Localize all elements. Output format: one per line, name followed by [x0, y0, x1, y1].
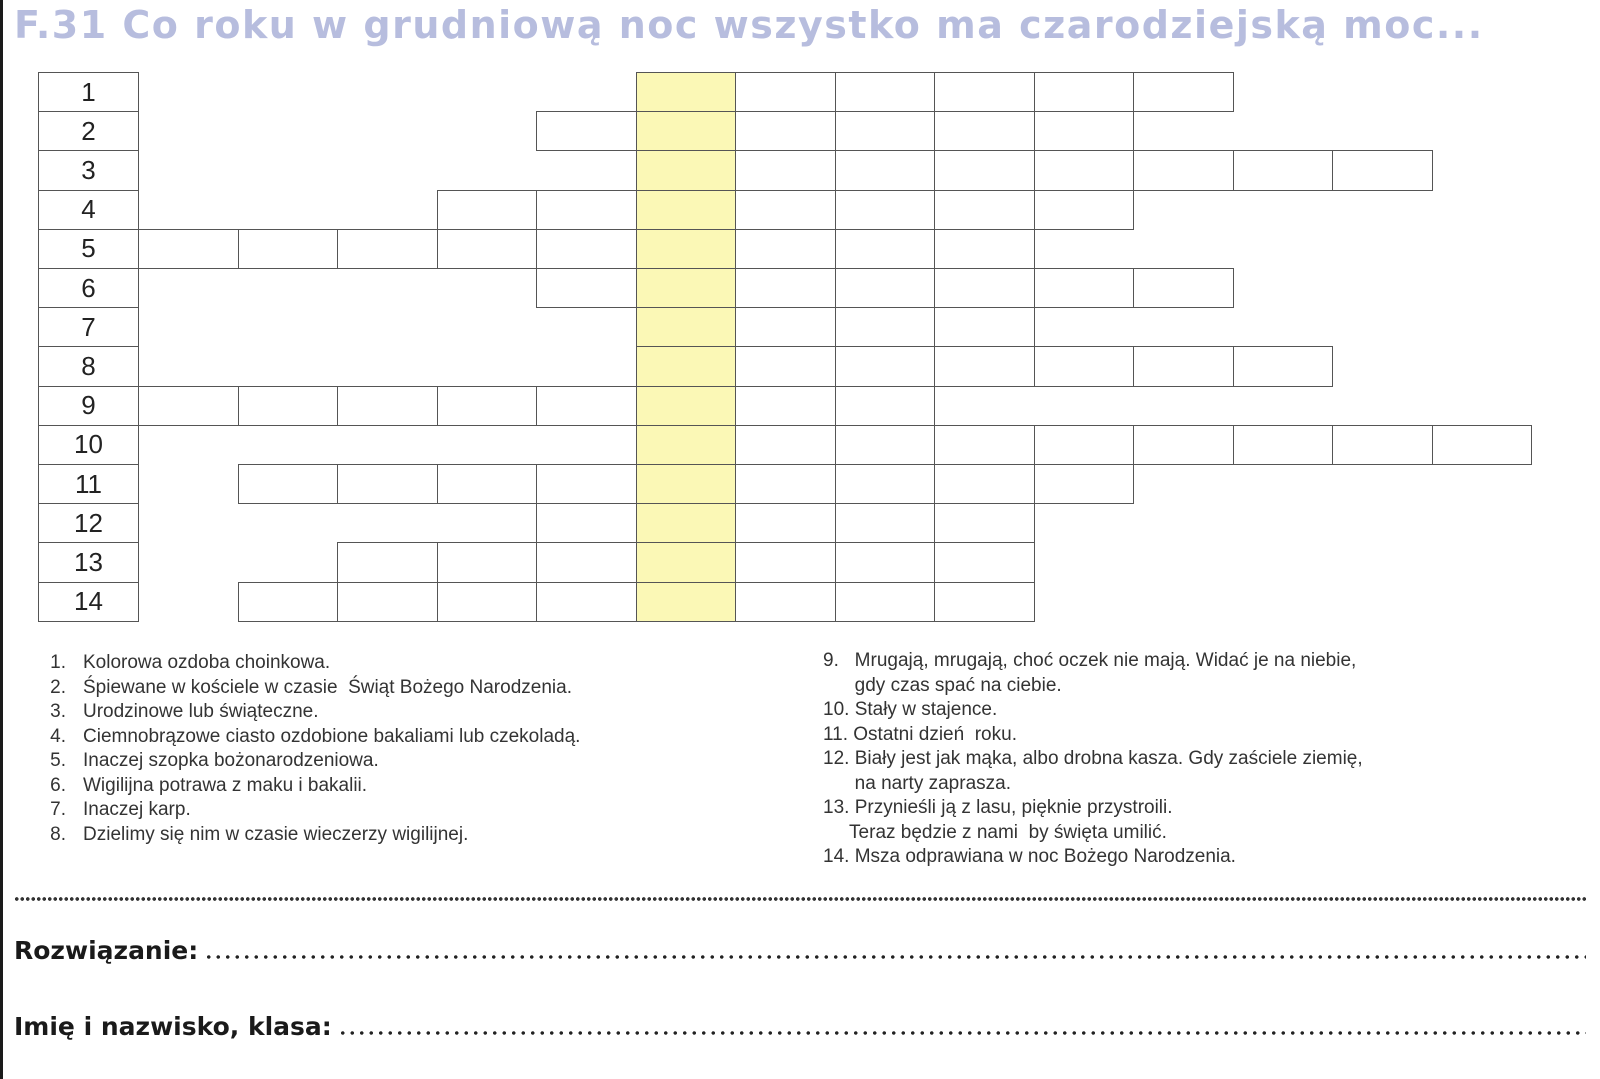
- answer-cell[interactable]: [1133, 150, 1234, 190]
- answer-cell[interactable]: [735, 582, 836, 622]
- answer-cell[interactable]: [1133, 346, 1234, 386]
- answer-cell[interactable]: [934, 582, 1035, 622]
- name-class-field[interactable]: [14, 1012, 1586, 1041]
- clue-item: [48, 823, 580, 848]
- answer-cell[interactable]: [536, 503, 637, 543]
- answer-cell[interactable]: [1233, 150, 1334, 190]
- answer-cell[interactable]: [1034, 425, 1135, 465]
- answer-cell-key[interactable]: [636, 542, 737, 582]
- answer-cell[interactable]: [1233, 346, 1334, 386]
- clue-item: 14. Msza odprawiana w noc Bożego Narodzenia.: [823, 846, 1236, 867]
- clue-item-continuation: Teraz będzie z nami by święta umilić.: [823, 821, 1167, 843]
- row-number-cell: 14: [38, 582, 139, 622]
- clue-item: [48, 749, 580, 774]
- answer-cell[interactable]: [1034, 72, 1135, 112]
- answer-cell[interactable]: [337, 464, 438, 504]
- answer-cell[interactable]: [835, 464, 936, 504]
- answer-cell-key[interactable]: [636, 346, 737, 386]
- answer-cell-key[interactable]: [636, 464, 737, 504]
- answer-cell[interactable]: [1034, 190, 1135, 230]
- answer-cell[interactable]: [337, 229, 438, 269]
- answer-cell[interactable]: [835, 386, 936, 426]
- answer-cell[interactable]: [1133, 425, 1234, 465]
- clue-item: 11. Ostatni dzień roku.: [823, 723, 1017, 745]
- answer-cell[interactable]: [835, 542, 936, 582]
- answer-cell-key[interactable]: [636, 72, 737, 112]
- clue-number: 3.: [50, 701, 66, 722]
- answer-cell-key[interactable]: [636, 503, 737, 543]
- answer-cell-key[interactable]: [636, 425, 737, 465]
- clue-item: [48, 774, 580, 799]
- solution-field[interactable]: [14, 936, 1586, 965]
- answer-cell[interactable]: [735, 229, 836, 269]
- answer-cell[interactable]: [138, 386, 239, 426]
- answer-cell[interactable]: [835, 425, 936, 465]
- answer-cell[interactable]: [735, 307, 836, 347]
- clue-item: [48, 676, 580, 701]
- answer-cell[interactable]: [238, 229, 339, 269]
- answer-cell[interactable]: [934, 72, 1035, 112]
- clue-text: Ciemnobrązowe ciasto ozdobione bakaliami lub czekoladą.: [83, 725, 581, 747]
- row-number-cell: 6: [38, 268, 139, 308]
- answer-cell[interactable]: [835, 190, 936, 230]
- answer-cell[interactable]: [536, 386, 637, 426]
- answer-cell[interactable]: [835, 111, 936, 151]
- row-number-cell: 2: [38, 111, 139, 151]
- answer-cell[interactable]: [1034, 111, 1135, 151]
- answer-cell[interactable]: [437, 386, 538, 426]
- row-number-cell: 13: [38, 542, 139, 582]
- answer-cell[interactable]: [934, 542, 1035, 582]
- answer-cell[interactable]: [934, 229, 1035, 269]
- row-number-cell: 7: [38, 307, 139, 347]
- clue-number: 6.: [50, 774, 66, 796]
- answer-cell[interactable]: [934, 503, 1035, 543]
- row-number-cell: 12: [38, 503, 139, 543]
- dotted-separator: [14, 896, 1586, 902]
- answer-cell[interactable]: [934, 425, 1035, 465]
- answer-cell[interactable]: [238, 582, 339, 622]
- answer-cell-key[interactable]: [636, 582, 737, 622]
- answer-cell[interactable]: [835, 229, 936, 269]
- answer-cell[interactable]: [1432, 425, 1533, 465]
- row-number-cell: 9: [38, 386, 139, 426]
- answer-cell[interactable]: [735, 268, 836, 308]
- answer-cell[interactable]: [1233, 425, 1334, 465]
- answer-cell-key[interactable]: [636, 386, 737, 426]
- answer-cell[interactable]: [835, 268, 936, 308]
- clue-text: Inaczej szopka bożonarodzeniowa.: [83, 750, 379, 771]
- clue-text: Kolorowa ozdoba choinkowa.: [83, 652, 331, 673]
- answer-cell[interactable]: [934, 190, 1035, 230]
- clue-text: Wigilijna potrawa z maku i bakalii.: [83, 774, 368, 796]
- answer-cell[interactable]: [1133, 72, 1234, 112]
- answer-cell[interactable]: [1034, 464, 1135, 504]
- answer-cell[interactable]: [536, 268, 637, 308]
- answer-cell[interactable]: [138, 229, 239, 269]
- answer-cell-key[interactable]: [636, 268, 737, 308]
- clue-item: [48, 700, 580, 725]
- clue-text: Urodzinowe lub świąteczne.: [83, 701, 319, 722]
- name-class-dotted-line[interactable]: [338, 1031, 1586, 1035]
- answer-cell[interactable]: [735, 72, 836, 112]
- answer-cell[interactable]: [934, 464, 1035, 504]
- answer-cell-key[interactable]: [636, 229, 737, 269]
- clue-number: 1.: [50, 652, 66, 673]
- answer-cell-key[interactable]: [636, 111, 737, 151]
- answer-cell[interactable]: [437, 582, 538, 622]
- answer-cell[interactable]: [1034, 346, 1135, 386]
- answer-cell[interactable]: [934, 268, 1035, 308]
- solution-dotted-line[interactable]: [204, 955, 1586, 959]
- clue-number: 7.: [50, 799, 66, 820]
- name-class-label: Imię i nazwisko, klasa:: [14, 1012, 332, 1041]
- row-number-cell: 11: [38, 464, 139, 504]
- answer-cell[interactable]: [735, 464, 836, 504]
- row-number-cell: 10: [38, 425, 139, 465]
- answer-cell[interactable]: [934, 150, 1035, 190]
- clue-item: 13. Przynieśli ją z lasu, pięknie przystroili.: [823, 797, 1173, 818]
- clue-number: 4.: [50, 725, 66, 747]
- page-title: F.31 Co roku w grudniową noc wszystko ma czarodziejską moc...: [14, 3, 1484, 47]
- clue-number: 5.: [50, 750, 66, 771]
- answer-cell[interactable]: [835, 582, 936, 622]
- answer-cell[interactable]: [536, 229, 637, 269]
- solution-label: Rozwiązanie:: [14, 936, 199, 965]
- clue-item: [48, 725, 580, 750]
- answer-cell[interactable]: [735, 386, 836, 426]
- answer-cell[interactable]: [437, 464, 538, 504]
- answer-cell[interactable]: [835, 503, 936, 543]
- answer-cell[interactable]: [835, 150, 936, 190]
- clue-text: Dzielimy się nim w czasie wieczerzy wigilijnej.: [83, 823, 469, 845]
- answer-cell[interactable]: [735, 346, 836, 386]
- page-left-edge: [0, 0, 3, 1079]
- answer-cell[interactable]: [536, 542, 637, 582]
- row-number-cell: 8: [38, 346, 139, 386]
- answer-cell[interactable]: [735, 542, 836, 582]
- answer-cell[interactable]: [835, 307, 936, 347]
- answer-cell[interactable]: [735, 425, 836, 465]
- answer-cell[interactable]: [1034, 268, 1135, 308]
- answer-cell[interactable]: [1332, 425, 1433, 465]
- answer-cell-key[interactable]: [636, 190, 737, 230]
- answer-cell[interactable]: [536, 464, 637, 504]
- answer-cell[interactable]: [934, 346, 1035, 386]
- answer-cell[interactable]: [536, 582, 637, 622]
- answer-cell[interactable]: [536, 111, 637, 151]
- answer-cell[interactable]: [1332, 150, 1433, 190]
- answer-cell[interactable]: [835, 346, 936, 386]
- answer-cell[interactable]: [1133, 268, 1234, 308]
- answer-cell[interactable]: [735, 503, 836, 543]
- answer-cell-key[interactable]: [636, 307, 737, 347]
- clues-right: [823, 649, 1363, 870]
- answer-cell-key[interactable]: [636, 150, 737, 190]
- clue-item: 10. Stały w stajence.: [823, 699, 998, 720]
- clue-text: Inaczej karp.: [83, 799, 191, 820]
- row-number-cell: 3: [38, 150, 139, 190]
- answer-cell[interactable]: [735, 150, 836, 190]
- answer-cell[interactable]: [238, 386, 339, 426]
- answer-cell[interactable]: [337, 386, 438, 426]
- row-number-cell: 4: [38, 190, 139, 230]
- clue-item: [48, 798, 580, 823]
- answer-cell[interactable]: [238, 464, 339, 504]
- answer-cell[interactable]: [536, 190, 637, 230]
- answer-cell[interactable]: [735, 190, 836, 230]
- clue-text: Śpiewane w kościele w czasie Świąt Bożego Narodzenia.: [83, 676, 572, 698]
- row-number-cell: 5: [38, 229, 139, 269]
- answer-cell[interactable]: [437, 229, 538, 269]
- answer-cell[interactable]: [735, 111, 836, 151]
- clue-number: 2.: [50, 676, 66, 698]
- clue-item: 12. Biały jest jak mąka, albo drobna kasza. Gdy zaściele ziemię,: [823, 748, 1363, 769]
- clue-item-continuation: na narty zaprasza.: [823, 772, 1011, 794]
- answer-cell[interactable]: [337, 582, 438, 622]
- answer-cell[interactable]: [1034, 150, 1135, 190]
- clue-item: [48, 651, 580, 676]
- answer-cell[interactable]: [835, 72, 936, 112]
- clue-item-continuation: gdy czas spać na ciebie.: [823, 674, 1062, 696]
- answer-cell[interactable]: [934, 111, 1035, 151]
- clue-number: 8.: [50, 823, 66, 845]
- answer-cell[interactable]: [437, 542, 538, 582]
- clues-left: [48, 651, 580, 847]
- row-number-cell: 1: [38, 72, 139, 112]
- answer-cell[interactable]: [934, 307, 1035, 347]
- clue-item: 9. Mrugają, mrugają, choć oczek nie mają. Widać je na niebie,: [823, 650, 1357, 671]
- answer-cell[interactable]: [437, 190, 538, 230]
- answer-cell[interactable]: [337, 542, 438, 582]
